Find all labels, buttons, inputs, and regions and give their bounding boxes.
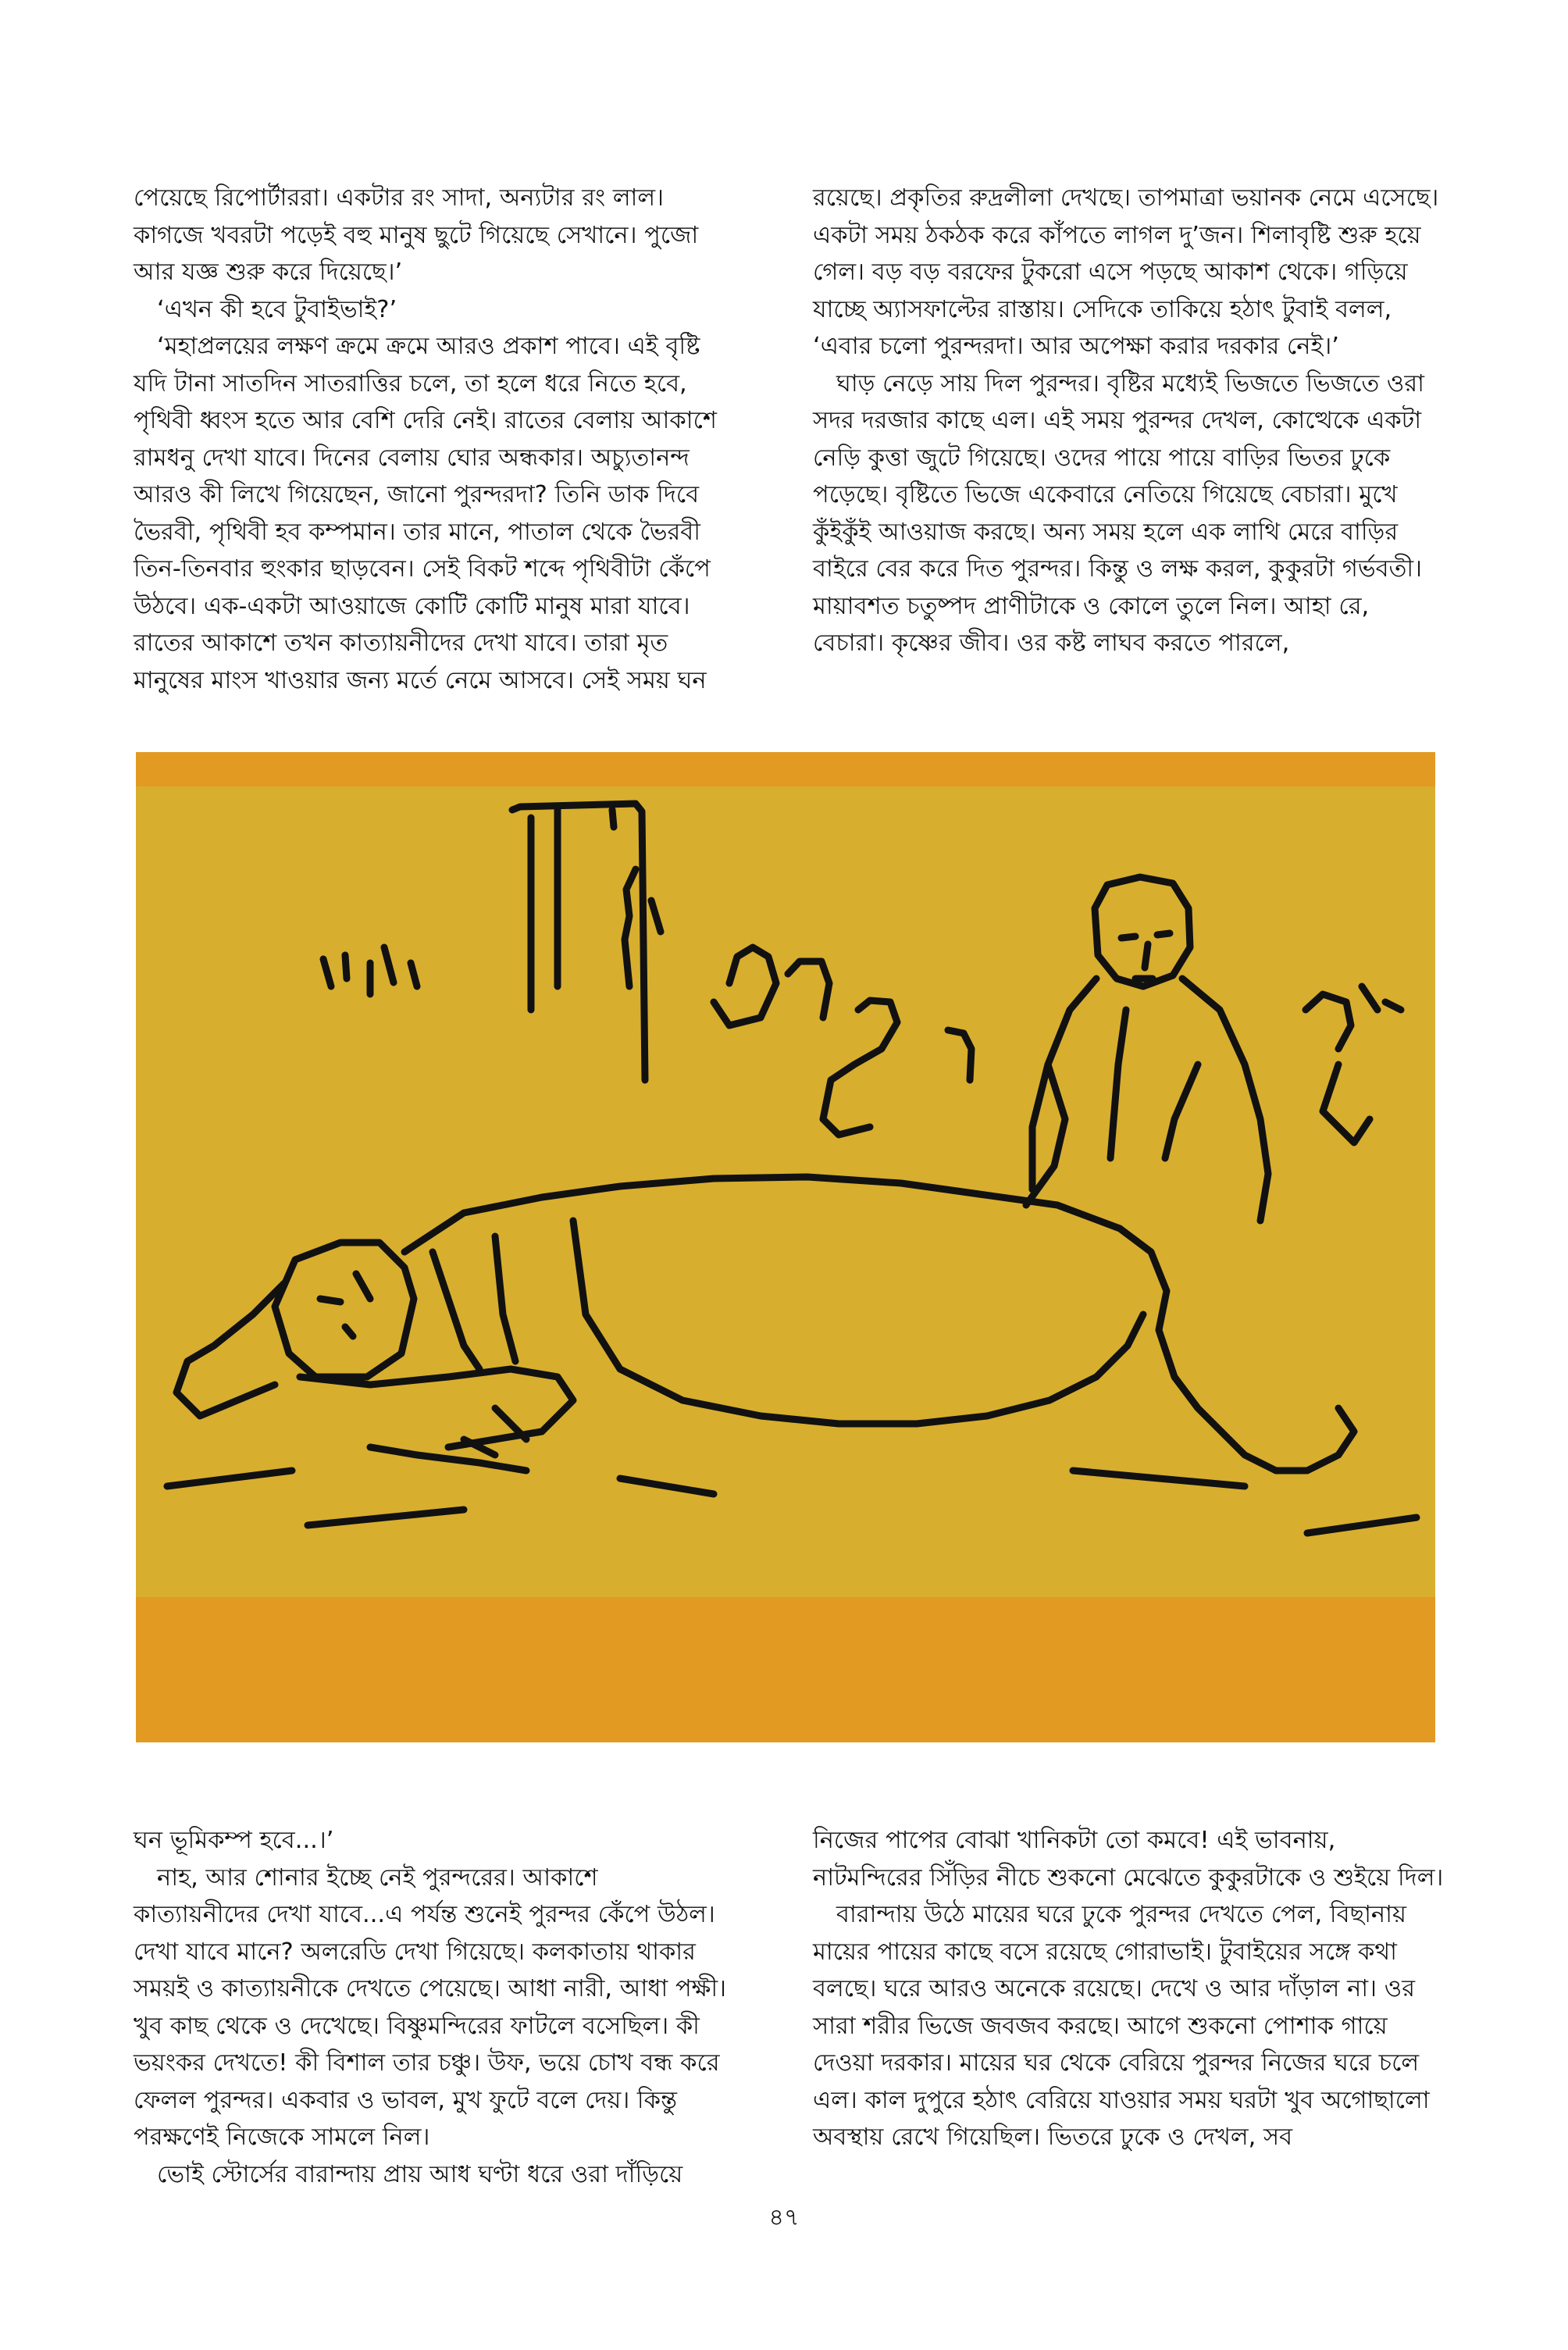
paragraph: ঘাড় নেড়ে সায় দিল পুরন্দর। বৃষ্টির মধ্যেই ভিজতে ভিজতে ওরা সদর দরজার কাছে এল। এই সময় পুরন্দর দেখল, কোত্থেকে একটা নেড়ি কুত্তা জুটে গিয়েছে। ওদের পায়ে পায়ে বাড়ির ভিতর ঢুকে পড়েছে। বৃষ্টিতে ভিজে একেবারে নেতিয়ে গিয়েছে বেচারা। মুখে কুঁইকুঁই আওয়াজ করছে। অন্য সময় হলে এক লাথি মেরে বাড়ির বাইরে বের করে দিত পুরন্দর। কিন্তু ও লক্ষ করল, কুকুরটা গর্ভবতী। মায়াবশত চতুষ্পদ প্রাণীটাকে ও কোলে তুলে নিল। আহা রে, বেচারা। কৃষ্ণের জীব। ওর কষ্ট লাঘব করতে পারলে, (813, 369, 1424, 657)
paragraph: রয়েছে। প্রকৃতির রুদ্রলীলা দেখছে। তাপমাত্রা ভয়ানক নেমে এসেছে। একটা সময় ঠকঠক করে কাঁপতে লাগল দু’জন। শিলাবৃষ্টি শুরু হয়ে গেল। বড় বড় বরফের টুকরো এসে পড়ছে আকাশ থেকে। গড়িয়ে যাচ্ছে অ্যাসফাল্টের রাস্তায়। সেদিকে তাকিয়ে হঠাৎ টুবাই বলল, ‘এবার চলো পুরন্দরদা। আর অপেক্ষা করার দরকার নেই।’ (813, 184, 1439, 360)
ground-marks (323, 947, 417, 994)
woman-saree (433, 1221, 1143, 1424)
story-illustration (136, 752, 1435, 1742)
doorway-inner (531, 810, 614, 1010)
woman-arm (300, 1369, 573, 1471)
paragraph: ঘন ভূমিকম্প হবে...।’ (134, 1827, 334, 1854)
text-column-top-left (134, 180, 727, 699)
text-column-bottom-left (134, 1822, 727, 2193)
paragraph: নিজের পাপের বোঝা খানিকটা তো কমবে! এই ভাবনায়, নাটমন্দিরের সিঁড়ির নীচে শুকনো মেঝেতে কুকুরটাকে ও শুইয়ে দিল। (813, 1827, 1444, 1892)
text-column-bottom-right (813, 1822, 1445, 2156)
paragraph: ‘মহাপ্রলয়ের লক্ষণ ক্রমে ক্রমে আরও প্রকাশ পাবে। এই বৃষ্টি যদি টানা সাতদিন সাতরাত্তির চলে, তা হলে ধরে নিতে হবে, পৃথিবী ধ্বংস হতে আর বেশি দেরি নেই। রাতের বেলায় আকাশে রামধনু দেখা যাবে। দিনের বেলায় ঘোর অন্ধকার। অচ্যুতানন্দ আরও কী লিখে গিয়েছেন, জানো পুরন্দরদা? তিনি ডাক দিবে ভৈরবী, পৃথিবী হব কম্পমান। তার মানে, পাতাল থেকে ভৈরবী তিন-তিনবার হুংকার ছাড়বেন। সেই বিকট শব্দে পৃথিবীটা কেঁপে উঠবে। এক-একটা আওয়াজে কোটি কোটি মানুষ মারা যাবে। রাতের আকাশে তখন কাত্যায়নীদের দেখা যাবে। তারা মৃত মানুষের মাংস খাওয়ার জন্য মর্তে নেমে আসবে। সেই সময় ঘন (134, 333, 717, 694)
woman-face (320, 1274, 370, 1336)
paragraph: ভোই স্টোর্সের বারান্দায় প্রায় আধ ঘণ্টা ধরে ওরা দাঁড়িয়ে (157, 2160, 683, 2188)
woman-hair (176, 1283, 284, 1416)
floor-lines (167, 1471, 1417, 1533)
seated-figure-1 (714, 947, 776, 1025)
man-face (1121, 933, 1170, 979)
line-drawing (136, 752, 1435, 1742)
text-column-top-right (813, 180, 1445, 662)
paragraph: পেয়েছে রিপোর্টাররা। একটার রং সাদা, অন্যটার রং লাল। কাগজে খবরটা পড়েই বহু মানুষ ছুটে গিয়েছে সেখানে। পুজো আর যজ্ঞ শুরু করে দিয়েছে।’ (134, 184, 699, 286)
paragraph: নাহ, আর শোনার ইচ্ছে নেই পুরন্দরের। আকাশে কাত্যায়নীদের দেখা যাবে...এ পর্যন্ত শুনেই পুরন্দর কেঁপে উঠল। দেখা যাবে মানে? অলরেডি দেখা গিয়েছে। কলকাতায় থাকার সময়ই ও কাত্যায়নীকে দেখতে পেয়েছে। আধা নারী, আধা পক্ষী। খুব কাছ থেকে ও দেখেছে। বিষ্ণুমন্দিরের ফাটলে বসেছিল। কী ভয়ংকর দেখতে! কী বিশাল তার চঞ্চু। উফ, ভয়ে চোখ বন্ধ করে ফেলল পুরন্দর। একবার ও ভাবল, মুখ ফুটে বলে দেয়। কিন্তু পরক্ষণেই নিজেকে সামলে নিল। (134, 1863, 727, 2151)
paragraph: ‘এখন কী হবে টুবাইভাই?’ (157, 295, 397, 323)
man-body (1032, 979, 1268, 1221)
seated-figure-4 (948, 1030, 971, 1080)
seated-figure-3 (823, 1000, 897, 1135)
woman-hand (464, 1408, 526, 1455)
figure-right (1306, 986, 1401, 1143)
seated-figure-2 (788, 961, 829, 1018)
page-number: ৪৭ (768, 2204, 800, 2231)
paragraph: বারান্দায় উঠে মায়ের ঘরে ঢুকে পুরন্দর দেখতে পেল, বিছানায় মায়ের পায়ের কাছে বসে রয়েছে গোরাভাই। টুবাইয়ের সঙ্গে কথা বলছে। ঘরে আরও অনেকে রয়েছে। দেখে ও আর দাঁড়াল না। ওর সারা শরীর ভিজে জবজব করছে। আগে শুকনো পোশাক গায়ে দেওয়া দরকার। মায়ের ঘর থেকে বেরিয়ে পুরন্দর নিজের ঘরে চলে এল। কাল দুপুরে হঠাৎ বেরিয়ে যাওয়ার সময় ঘরটা খুব অগোছালো অবস্থায় রেখে গিয়েছিল। ভিতরে ঢুকে ও দেখল, সব (813, 1901, 1430, 2151)
woman-head (275, 1243, 414, 1377)
